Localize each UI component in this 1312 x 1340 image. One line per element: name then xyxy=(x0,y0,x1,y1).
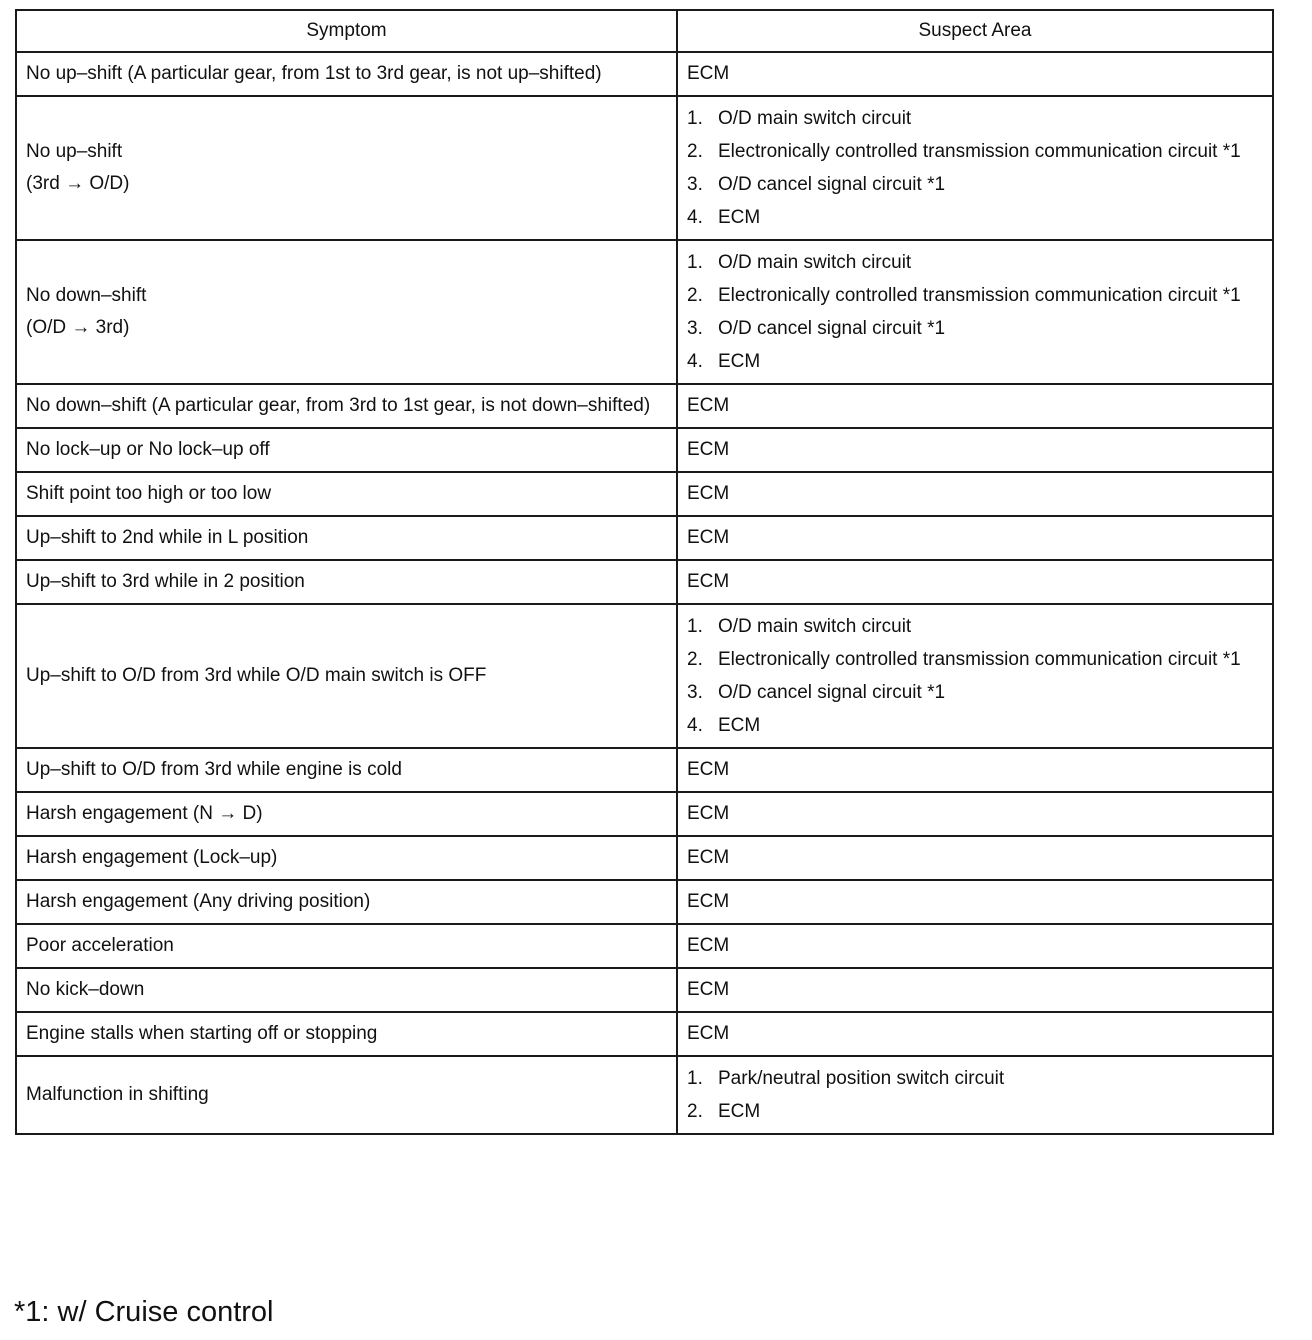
suspect-text: ECM xyxy=(687,891,730,912)
symptom-text: Shift point too high or too low xyxy=(26,483,272,504)
suspect-area-cell xyxy=(677,968,1273,1012)
list-item-number: 3. xyxy=(687,174,703,195)
table-row xyxy=(16,240,1273,384)
symptom-cell xyxy=(16,516,677,560)
list-item-number: 1. xyxy=(687,108,703,129)
table-row xyxy=(16,472,1273,516)
suspect-list xyxy=(687,102,1263,234)
suspect-text: ECM xyxy=(687,483,730,504)
symptom-cell xyxy=(16,836,677,880)
list-item xyxy=(687,246,1263,279)
suspect-area-cell xyxy=(677,428,1273,472)
symptom-table xyxy=(15,9,1274,1135)
list-item-number: 1. xyxy=(687,616,703,637)
suspect-area-cell xyxy=(677,96,1273,240)
table-row xyxy=(16,96,1273,240)
suspect-area-cell xyxy=(677,384,1273,428)
table-row xyxy=(16,560,1273,604)
symptom-cell xyxy=(16,560,677,604)
list-item-number: 1. xyxy=(687,1068,703,1089)
suspect-list xyxy=(687,246,1263,378)
symptom-text: Harsh engagement (N → D) xyxy=(26,803,263,824)
list-item-number: 4. xyxy=(687,207,703,228)
suspect-area-cell xyxy=(677,1012,1273,1056)
suspect-text: ECM xyxy=(687,935,730,956)
list-item xyxy=(687,279,1263,312)
table-row xyxy=(16,52,1273,96)
list-item-number: 1. xyxy=(687,252,703,273)
list-item-text: Electronically controlled transmission communication circuit *1 xyxy=(718,285,1241,306)
list-item xyxy=(687,643,1263,676)
table-row xyxy=(16,968,1273,1012)
symptom-cell xyxy=(16,428,677,472)
symptom-cell xyxy=(16,1012,677,1056)
suspect-area-cell xyxy=(677,472,1273,516)
symptom-text: Up–shift to 2nd while in L position xyxy=(26,527,309,548)
symptom-text: No up–shift (A particular gear, from 1st to 3rd gear, is not up–shifted) xyxy=(26,63,602,84)
symptom-cell xyxy=(16,880,677,924)
header-suspect-area: Suspect Area xyxy=(677,10,1273,52)
symptom-text: No kick–down xyxy=(26,979,145,1000)
table-row xyxy=(16,792,1273,836)
suspect-area-cell xyxy=(677,516,1273,560)
suspect-text: ECM xyxy=(687,759,730,780)
symptom-cell xyxy=(16,52,677,96)
suspect-text: ECM xyxy=(687,979,730,1000)
table-row xyxy=(16,1012,1273,1056)
list-item-text: O/D main switch circuit xyxy=(718,108,912,129)
list-item-text: O/D main switch circuit xyxy=(718,616,912,637)
symptom-cell xyxy=(16,1056,677,1134)
suspect-text: ECM xyxy=(687,527,730,548)
list-item xyxy=(687,709,1263,742)
list-item-number: 2. xyxy=(687,1101,703,1122)
symptom-cell xyxy=(16,792,677,836)
symptom-cell xyxy=(16,604,677,748)
suspect-text: ECM xyxy=(687,847,730,868)
list-item-text: Park/neutral position switch circuit xyxy=(718,1068,1005,1089)
list-item-text: O/D main switch circuit xyxy=(718,252,912,273)
suspect-text: ECM xyxy=(687,1023,730,1044)
symptom-text: No down–shift xyxy=(26,285,147,306)
list-item xyxy=(687,1095,1263,1128)
list-item xyxy=(687,102,1263,135)
table-row xyxy=(16,604,1273,748)
list-item-number: 2. xyxy=(687,649,703,670)
list-item xyxy=(687,345,1263,378)
suspect-list xyxy=(687,1062,1263,1128)
list-item-number: 4. xyxy=(687,351,703,372)
list-item-text: ECM xyxy=(718,715,761,736)
list-item-number: 3. xyxy=(687,318,703,339)
suspect-text: ECM xyxy=(687,439,730,460)
list-item-number: 3. xyxy=(687,682,703,703)
list-item-text: O/D cancel signal circuit *1 xyxy=(718,318,946,339)
symptom-cell xyxy=(16,384,677,428)
list-item xyxy=(687,135,1263,168)
table-row xyxy=(16,428,1273,472)
list-item-text: O/D cancel signal circuit *1 xyxy=(718,174,946,195)
table-row xyxy=(16,384,1273,428)
table-row xyxy=(16,516,1273,560)
symptom-text: No down–shift (A particular gear, from 3rd to 1st gear, is not down–shifted) xyxy=(26,395,651,416)
suspect-area-cell xyxy=(677,880,1273,924)
list-item-number: 4. xyxy=(687,715,703,736)
header-symptom: Symptom xyxy=(16,10,677,52)
suspect-area-cell xyxy=(677,1056,1273,1134)
suspect-text: ECM xyxy=(687,803,730,824)
list-item xyxy=(687,1062,1263,1095)
table-row xyxy=(16,880,1273,924)
symptom-text: Harsh engagement (Lock–up) xyxy=(26,847,278,868)
suspect-text: ECM xyxy=(687,63,730,84)
symptom-text: Up–shift to 3rd while in 2 position xyxy=(26,571,305,592)
symptom-cell xyxy=(16,96,677,240)
symptom-text: No up–shift xyxy=(26,141,123,162)
suspect-area-cell xyxy=(677,836,1273,880)
list-item xyxy=(687,676,1263,709)
suspect-area-cell xyxy=(677,240,1273,384)
symptom-text: Up–shift to O/D from 3rd while O/D main switch is OFF xyxy=(26,665,487,686)
symptom-text: Harsh engagement (Any driving position) xyxy=(26,891,371,912)
suspect-area-cell xyxy=(677,924,1273,968)
list-item xyxy=(687,610,1263,643)
symptom-text: Engine stalls when starting off or stopping xyxy=(26,1023,378,1044)
list-item xyxy=(687,201,1263,234)
footnote: *1: w/ Cruise control xyxy=(14,1296,274,1328)
suspect-area-cell xyxy=(677,792,1273,836)
list-item xyxy=(687,312,1263,345)
symptom-text: Poor acceleration xyxy=(26,935,174,956)
suspect-area-cell xyxy=(677,604,1273,748)
table-row xyxy=(16,836,1273,880)
suspect-text: ECM xyxy=(687,395,730,416)
list-item-text: O/D cancel signal circuit *1 xyxy=(718,682,946,703)
table-body xyxy=(16,52,1273,1134)
symptom-cell xyxy=(16,924,677,968)
list-item-text: Electronically controlled transmission communication circuit *1 xyxy=(718,141,1241,162)
symptom-cell xyxy=(16,968,677,1012)
list-item-number: 2. xyxy=(687,141,703,162)
symptom-text: Malfunction in shifting xyxy=(26,1084,209,1105)
list-item-number: 2. xyxy=(687,285,703,306)
suspect-list xyxy=(687,610,1263,742)
list-item xyxy=(687,168,1263,201)
symptom-cell xyxy=(16,240,677,384)
symptom-text: No lock–up or No lock–up off xyxy=(26,439,270,460)
suspect-area-cell xyxy=(677,52,1273,96)
table-row xyxy=(16,924,1273,968)
list-item-text: ECM xyxy=(718,207,761,228)
symptom-text: (O/D → 3rd) xyxy=(26,317,130,338)
table-row xyxy=(16,748,1273,792)
list-item-text: ECM xyxy=(718,351,761,372)
suspect-area-cell xyxy=(677,560,1273,604)
table-row xyxy=(16,1056,1273,1134)
list-item-text: ECM xyxy=(718,1101,761,1122)
suspect-text: ECM xyxy=(687,571,730,592)
suspect-area-cell xyxy=(677,748,1273,792)
header-row xyxy=(16,10,1273,52)
list-item-text: Electronically controlled transmission communication circuit *1 xyxy=(718,649,1241,670)
symptom-cell xyxy=(16,748,677,792)
symptom-text: (3rd → O/D) xyxy=(26,173,130,194)
symptom-cell xyxy=(16,472,677,516)
symptom-text: Up–shift to O/D from 3rd while engine is cold xyxy=(26,759,402,780)
